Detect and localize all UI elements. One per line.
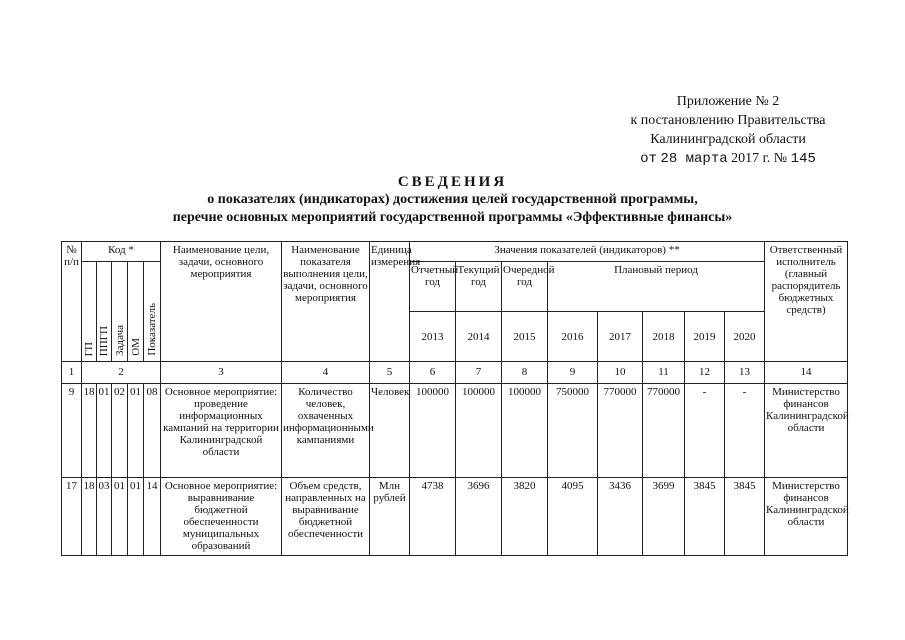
header-current-year: Текущий год (456, 262, 502, 312)
table-row (62, 384, 848, 478)
header-values: Значения показателей (индикаторов) ** (410, 242, 765, 262)
colnum-2: 2 (82, 362, 161, 384)
code-gp: ГП (82, 262, 97, 362)
year-2017: 2017 (598, 312, 643, 362)
header-goal-name: Наименование цели, задачи, основного мероприятия (161, 242, 282, 362)
row-code-ppgp: 01 (97, 384, 112, 478)
colnum-14: 14 (765, 362, 848, 384)
row-indicator: Количество человек, охваченных информационными кампаниями (282, 384, 370, 478)
row-responsible: Министерство финансов Калининградской области (765, 478, 848, 556)
year-2018: 2018 (643, 312, 685, 362)
indicators-table (61, 241, 848, 556)
row-code-task: 01 (112, 478, 128, 556)
row-value-2017: 3436 (598, 478, 643, 556)
colnum-8: 8 (502, 362, 548, 384)
row-code-ppgp: 03 (97, 478, 112, 556)
row-code-gp: 18 (82, 384, 97, 478)
row-value-2013: 100000 (410, 384, 456, 478)
row-num: 9 (62, 384, 82, 478)
row-value-2018: 770000 (643, 384, 685, 478)
code-task: Задача (112, 262, 128, 362)
header-next-year: Очередной год (502, 262, 548, 312)
header-code: Код * (82, 242, 161, 262)
row-value-2020: - (725, 384, 765, 478)
table-row (62, 478, 848, 556)
header-indicator-name: Наименование показателя выполнения цели, задачи, основного мероприятия (282, 242, 370, 362)
appendix-date-line (623, 149, 833, 169)
header-responsible: Ответственный исполнитель (главный распорядитель бюджетных средств) (765, 242, 848, 362)
year-2014: 2014 (456, 312, 502, 362)
colnum-13: 13 (725, 362, 765, 384)
row-indicator: Объем средств, направленных на выравнивание бюджетной обеспеченности (282, 478, 370, 556)
title-line1: СВЕДЕНИЯ (397, 174, 508, 190)
colnum-6: 6 (410, 362, 456, 384)
row-value-2015: 100000 (502, 384, 548, 478)
row-value-2014: 3696 (456, 478, 502, 556)
row-value-2016: 750000 (548, 384, 598, 478)
title-line2: о показателях (индикаторах) достижения целей государственной программы, (207, 192, 698, 207)
row-value-2017: 770000 (598, 384, 643, 478)
colnum-4: 4 (282, 362, 370, 384)
row-code-task: 02 (112, 384, 128, 478)
number-handwritten: 145 (790, 151, 816, 167)
header-row-1 (62, 242, 848, 262)
row-value-2020: 3845 (725, 478, 765, 556)
row-goal: Основное мероприятие: проведение информационных кампаний на территории Калининградской области (161, 384, 282, 478)
year-2019: 2019 (685, 312, 725, 362)
row-code-indicator: 08 (144, 384, 161, 478)
row-code-gp: 18 (82, 478, 97, 556)
colnum-11: 11 (643, 362, 685, 384)
row-goal: Основное мероприятие: выравнивание бюджетной обеспеченности муниципальных образований (161, 478, 282, 556)
row-unit: Млн рублей (370, 478, 410, 556)
row-value-2019: - (685, 384, 725, 478)
year-label: 2017 г. № (731, 151, 788, 166)
header-num: № п/п (62, 242, 82, 362)
appendix-line2: к постановлению Правительства (630, 113, 826, 128)
colnum-9: 9 (548, 362, 598, 384)
year-2020: 2020 (725, 312, 765, 362)
column-numbers-row (62, 362, 848, 384)
colnum-7: 7 (456, 362, 502, 384)
date-prefix: от (640, 151, 657, 167)
row-responsible: Министерство финансов Калининградской области (765, 384, 848, 478)
row-code-om: 01 (128, 384, 144, 478)
row-code-om: 01 (128, 478, 144, 556)
colnum-1: 1 (62, 362, 82, 384)
row-value-2015: 3820 (502, 478, 548, 556)
appendix-block (623, 92, 833, 169)
code-om: ОМ (128, 262, 144, 362)
row-value-2014: 100000 (456, 384, 502, 478)
header-unit: Единица измерения (370, 242, 410, 362)
colnum-12: 12 (685, 362, 725, 384)
title-line3: перечне основных мероприятий государственной программы «Эффективные финансы» (172, 210, 733, 225)
date-handwritten: 28 марта (660, 151, 728, 167)
row-num: 17 (62, 478, 82, 556)
row-unit: Человек (370, 384, 410, 478)
code-ppgp: ППГП (97, 262, 112, 362)
document-title (0, 173, 905, 227)
row-value-2018: 3699 (643, 478, 685, 556)
header-report-year: Отчетный год (410, 262, 456, 312)
year-2013: 2013 (410, 312, 456, 362)
appendix-line3: Калининградской области (650, 132, 806, 147)
code-indicator: Показатель (144, 262, 161, 362)
row-value-2019: 3845 (685, 478, 725, 556)
row-value-2016: 4095 (548, 478, 598, 556)
colnum-3: 3 (161, 362, 282, 384)
header-plan-period: Плановый период (548, 262, 765, 312)
row-code-indicator: 14 (144, 478, 161, 556)
year-2015: 2015 (502, 312, 548, 362)
colnum-10: 10 (598, 362, 643, 384)
year-2016: 2016 (548, 312, 598, 362)
row-value-2013: 4738 (410, 478, 456, 556)
colnum-5: 5 (370, 362, 410, 384)
appendix-line1: Приложение № 2 (676, 94, 780, 109)
